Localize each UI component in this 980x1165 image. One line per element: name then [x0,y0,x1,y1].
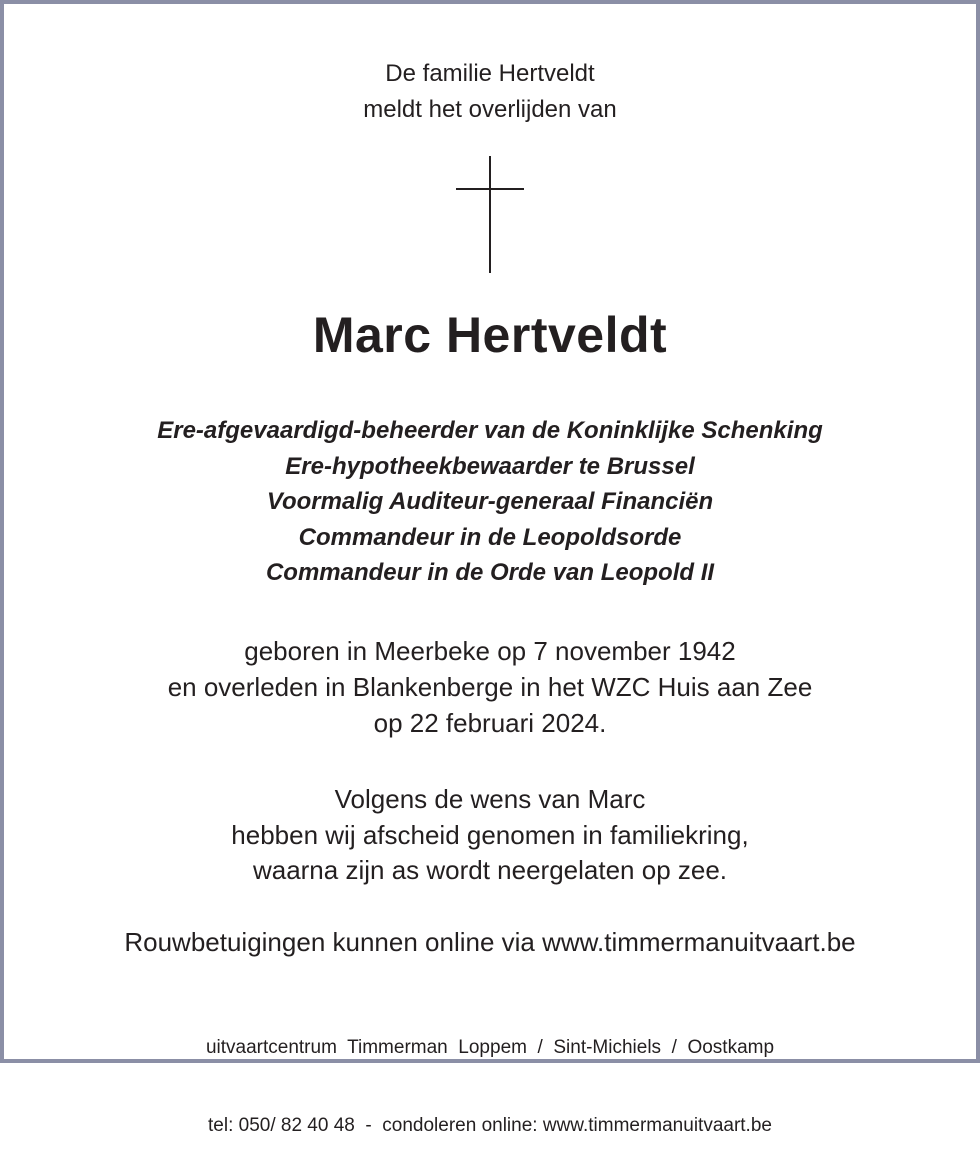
deceased-name: Marc Hertveldt [312,307,668,363]
condolence-text: Rouwbetuigingen kunnen online via www.timmermanuitvaart.be [124,927,856,957]
cross-vertical-bar [489,156,491,273]
cross-horizontal-bar [456,188,524,190]
farewell-line: Volgens de wens van Marc [334,784,646,814]
title-line: Voormalig Auditeur-generaal Financiën [266,488,714,515]
title-line: Commandeur in de Leopoldsorde [298,523,682,551]
cross-icon [456,156,524,273]
farewell-line: hebben wij afscheid genomen in familiekring, [231,819,749,850]
footer-line-1: uitvaartcentrum Timmerman Loppem / Sint-Michiels / Oostkamp [205,1037,775,1058]
title-line: Ere-afgevaardigd-beheerder van de Koninklijke Schenking [157,417,823,444]
footer-line-2: tel: 050/ 82 40 48 - condoleren online: www.timmermanuitvaart.be [208,1115,772,1136]
title-line: Commandeur in de Orde van Leopold II [265,559,715,586]
intro-text [0,56,980,128]
death-date-line: op 22 februari 2024. [373,708,607,738]
farewell-text [0,782,980,889]
birth-line: geboren in Meerbeke op 7 november 1942 [244,636,736,666]
honorary-titles [0,413,980,591]
birth-death-text [0,633,980,741]
title-line: Ere-hypotheekbewaarder te Brussel [285,452,695,480]
death-line: en overleden in Blankenberge in het WZC Huis aan Zee [167,672,813,702]
farewell-line: waarna zijn as wordt neergelaten op zee. [252,855,728,885]
funeral-home-footer [0,983,980,1165]
intro-line-2: meldt het overlijden van [363,96,617,123]
intro-line-1: De familie Hertveldt [385,60,595,87]
